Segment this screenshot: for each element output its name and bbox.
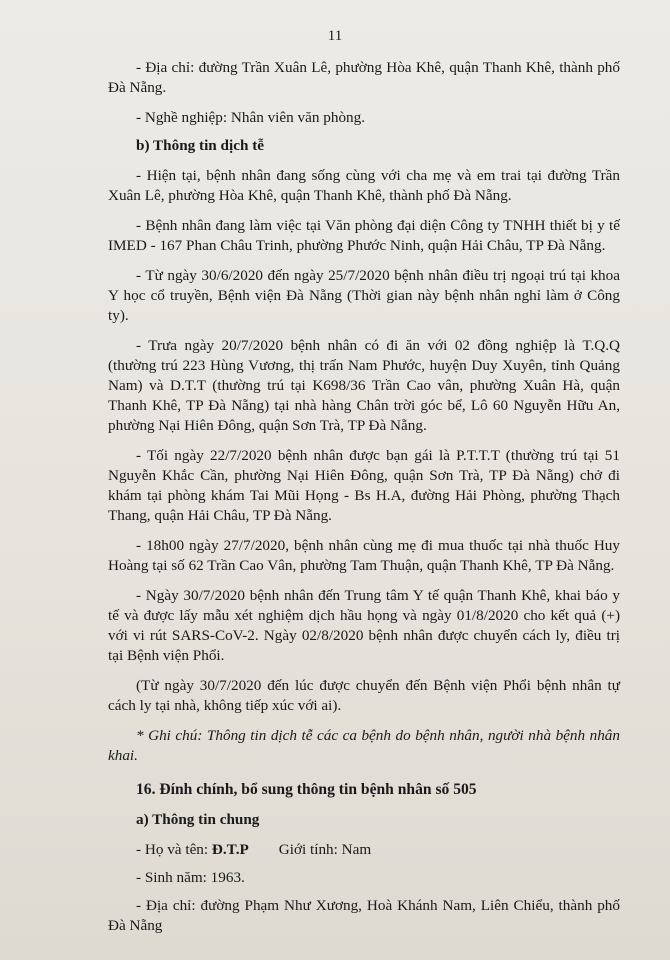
epi-paragraph-2: - Bệnh nhân đang làm việc tại Văn phòng đại diện Công ty TNHH thiết bị y tế IMED - 167 Phan Châu Trinh, phường Phước Ninh, quận Hải Châu, TP Đà Nẵng. (108, 217, 620, 254)
epi-paragraph-5: - Tối ngày 22/7/2020 bệnh nhân được bạn gái là P.T.T.T (thường trú tại 51 Nguyễn Khắc Cần, phường Nại Hiên Đông, quận Sơn Trà, TP Đà Nẵng) chở đi khám tại phòng khám Tai Mũi Họng - Bs H.A, đường Hải Phòng, phường Thạch Thang, quận Hải Châu, TP Đà Nẵng. (108, 447, 620, 524)
gender-value: Giới tính: Nam (278, 841, 372, 858)
epi-paragraph-6: - 18h00 ngày 27/7/2020, bệnh nhân cùng mẹ đi mua thuốc tại nhà thuốc Huy Hoàng tại số 62 Trần Cao Vân, phường Tam Thuận, quận Thanh Khê, TP Đà Nẵng. (108, 537, 620, 574)
birth-year-line: - Sinh năm: 1963. (136, 869, 245, 886)
epi-note: * Ghi chú: Thông tin dịch tễ các ca bệnh do bệnh nhân, người nhà bệnh nhân khai. (108, 727, 620, 764)
section-16-heading: 16. Đính chính, bổ sung thông tin bệnh nhân số 505 (136, 781, 477, 798)
section-a-heading: a) Thông tin chung (136, 811, 260, 828)
document-body (108, 58, 620, 946)
epi-paragraph-1: - Hiện tại, bệnh nhân đang sống cùng với cha mẹ và em trai tại đường Trần Xuân Lê, phường Hòa Khê, quận Thanh Khê, thành phố Đà Nẵng. (108, 167, 620, 204)
epi-paragraph-4: - Trưa ngày 20/7/2020 bệnh nhân có đi ăn với 02 đồng nghiệp là T.Q.Q (thường trú 223 Hùng Vương, thị trấn Nam Phước, huyện Duy Xuyên, tỉnh Quảng Nam) và D.T.T (thường trú tại K698/36 Trần Cao vân, phường Xuân Hà, quận Thanh Khê, TP Đà Nẵng) tại nhà hàng Chân trời góc bể, Lô 60 Nguyễn Hữu An, phường Nại Hiên Đông, quận Sơn Trà, TP Đà Nẵng. (108, 337, 620, 434)
name-label: - Họ và tên: (136, 841, 209, 858)
occupation-line: - Nghề nghiệp: Nhân viên văn phòng. (136, 109, 366, 126)
patient-name-line (108, 840, 620, 860)
epi-paragraph-7: - Ngày 30/7/2020 bệnh nhân đến Trung tâm Y tế quận Thanh Khê, khai báo y tế và được lấy mẫu xét nghiệm dịch hầu họng và ngày 01/8/2020 cho kết quả (+) với vi rút SARS-CoV-2. Ngày 02/8/2020 bệnh nhân được chuyển cách ly, điều trị tại Bệnh viện Phổi. (108, 587, 620, 664)
epi-paragraph-8: (Từ ngày 30/7/2020 đến lúc được chuyển đến Bệnh viện Phổi bệnh nhân tự cách ly tại nhà, không tiếp xúc với ai). (108, 677, 620, 714)
epi-paragraph-3: - Từ ngày 30/6/2020 đến ngày 25/7/2020 bệnh nhân điều trị ngoại trú tại khoa Y học cổ truyền, Bệnh viện Đà Nẵng (Thời gian này bệnh nhân nghỉ làm ở Công ty). (108, 267, 620, 324)
page-number: 11 (327, 28, 343, 44)
patient-address-line: - Địa chỉ: đường Phạm Như Xương, Hoà Khánh Nam, Liên Chiểu, thành phố Đà Nẵng (108, 897, 620, 934)
section-b-heading: b) Thông tin dịch tễ (136, 137, 265, 154)
address-line: - Địa chỉ: đường Trần Xuân Lê, phường Hòa Khê, quận Thanh Khê, thành phố Đà Nẵng. (108, 59, 620, 96)
name-value: Đ.T.P (211, 841, 249, 858)
